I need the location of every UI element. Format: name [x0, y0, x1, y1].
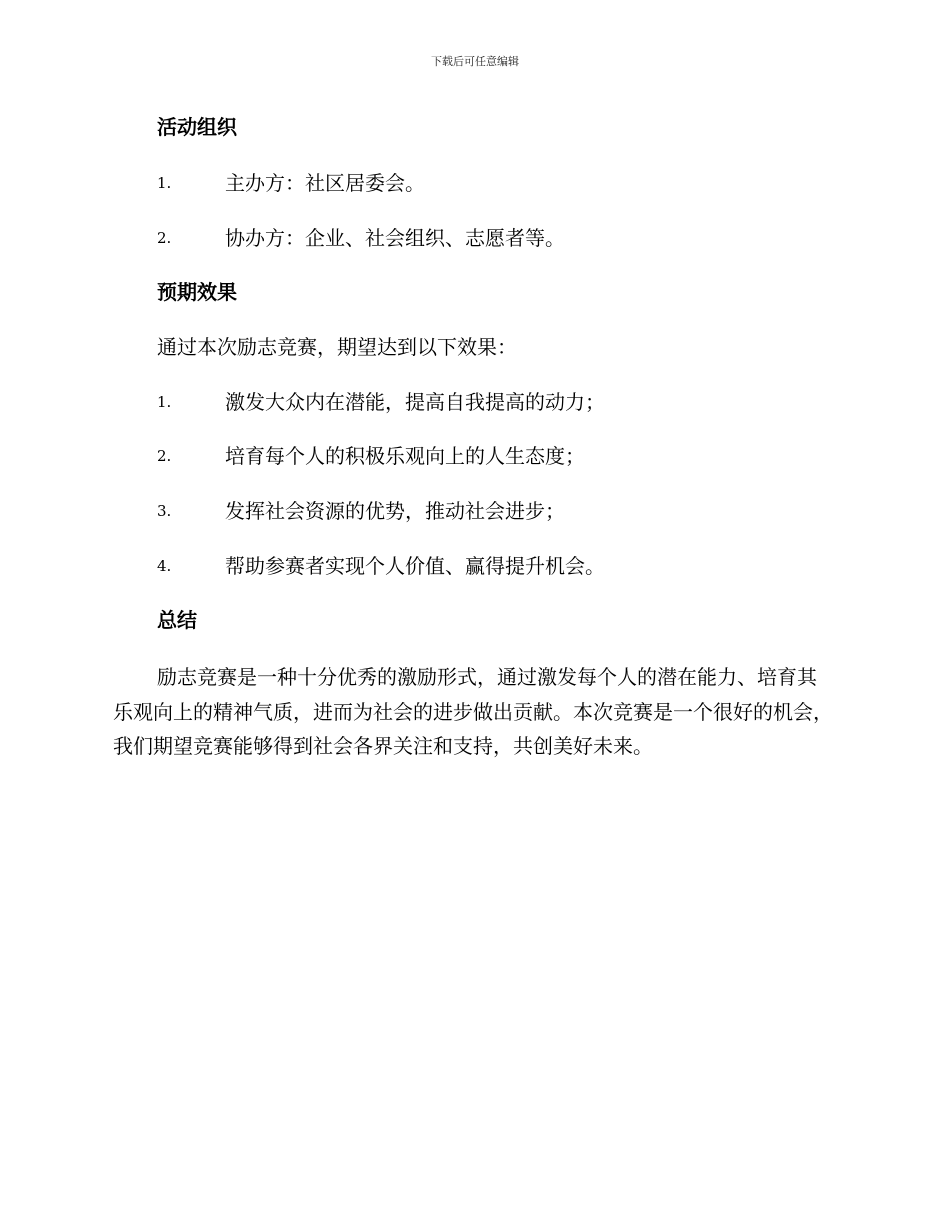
list-text: 发挥社会资源的优势，推动社会进步； — [225, 499, 565, 523]
section-title-summary: 总结 — [157, 608, 197, 632]
section-title-expected: 预期效果 — [157, 280, 237, 304]
list-number: 2. — [157, 229, 172, 247]
list-number: 4. — [157, 557, 172, 575]
summary-paragraph: 励志竞赛是一种十分优秀的激励形式，通过激发每个人的潜在能力、培育其乐观向上的精神气质，进而为社会的进步做出贡献。本次竞赛是一个很好的机会，我们期望竞赛能够得到社会各界关注和支持，共创美好未来。 — [113, 665, 833, 758]
section-intro: 通过本次励志竞赛，期望达到以下效果： — [157, 335, 517, 359]
list-text: 帮助参赛者实现个人价值、赢得提升机会。 — [225, 554, 605, 578]
list-number: 2. — [157, 447, 172, 465]
list-number: 1. — [157, 393, 172, 411]
list-item — [157, 553, 857, 579]
list-text: 培育每个人的积极乐观向上的人生态度； — [225, 444, 585, 468]
list-item — [157, 443, 857, 469]
list-item — [157, 225, 857, 251]
page-header-note: 下载后可任意编辑 — [431, 55, 519, 68]
list-text: 主办方：社区居委会。 — [225, 171, 425, 195]
list-text: 协办方：企业、社会组织、志愿者等。 — [225, 226, 565, 250]
list-item — [157, 389, 857, 415]
list-number: 1. — [157, 174, 172, 192]
list-item — [157, 170, 857, 196]
list-number: 3. — [157, 502, 172, 520]
list-item — [157, 498, 857, 524]
section-title-organization: 活动组织 — [157, 115, 237, 139]
list-text: 激发大众内在潜能，提高自我提高的动力； — [225, 390, 605, 414]
